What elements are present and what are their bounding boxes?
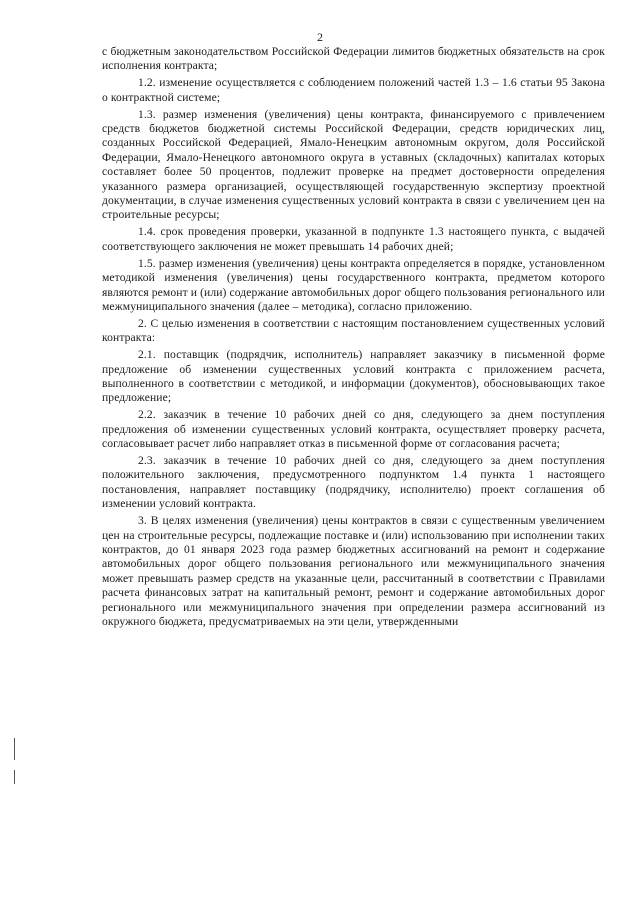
- scan-margin-mark: [14, 770, 15, 784]
- page-number: 2: [317, 30, 323, 44]
- paragraph-continuation: с бюджетным законодательством Российской Федерации лимитов бюджетных обязательств на срок исполнения контракта;: [102, 45, 605, 73]
- paragraph-1-4: 1.4. срок проведения проверки, указанной в подпункте 1.3 настоящего пункта, с выдачей соответствующего заключения не может превышать 14 рабочих дней;: [102, 225, 605, 253]
- paragraph-1-2: 1.2. изменение осуществляется с соблюдением положений частей 1.3 – 1.6 статьи 95 Закона о контрактной системе;: [102, 76, 605, 104]
- scan-margin-mark: [14, 738, 15, 760]
- document-body: [102, 45, 605, 632]
- paragraph-2-3: 2.3. заказчик в течение 10 рабочих дней со дня, следующего за днем поступления положительного заключения, предусмотренного подпунктом 1.4 пункта 1 настоящего постановления, направляет поставщику (подрядчику, исполнителю) проект соглашения об изменении условий контракта.: [102, 453, 605, 511]
- paragraph-2: 2. С целью изменения в соответствии с настоящим постановлением существенных условий контракта:: [102, 316, 605, 345]
- paragraph-3: 3. В целях изменения (увеличения) цены контрактов в связи с существенным увеличением цен на строительные ресурсы, подлежащие поставке и (или) использованию при исполнении таких контрактов, до 01 января 2023 года размер бюджетных ассигнований на ремонт и содержание автомобильных дорог общего пользования регионального или межмуниципального значения может превышать размер средств на указанные цели, рассчитанный в соответствии с Правилами расчета финансовых затрат на капитальный ремонт, ремонт и содержание автомобильных дорог регионального или межмуниципального значения при определении размера ассигнований из окружного бюджета, предусматриваемых на эти цели, утвержденными: [102, 514, 605, 628]
- paragraph-1-3: 1.3. размер изменения (увеличения) цены контракта, финансируемого с привлечением средств бюджетов бюджетной системы Российской Федерации, средств юридических лиц, созданных Российской Федерацией, Ямало-Ненецким автономным округом, доля Российской Федерации, Ямало-Ненецкого автономного округа в уставных (складочных) капиталах которых составляет более 50 процентов, подлежит проверке на предмет достоверности определения указанного размера организацией, осуществляющей государственную экспертизу проектной документации, в случае изменения существенных условий контракта в связи с увеличением цен на строительные ресурсы;: [102, 107, 605, 222]
- paragraph-2-1: 2.1. поставщик (подрядчик, исполнитель) направляет заказчику в письменной форме предложение об изменении существенных условий контракта с приложением расчета, выполненного в соответствии с методикой, и информации (документов), обосновывающих такое предложение;: [102, 348, 605, 405]
- paragraph-1-5: 1.5. размер изменения (увеличения) цены контракта определяется в порядке, установленном методикой изменения (увеличения) цены государственного контракта, предметом которого являются ремонт и (или) содержание автомобильных дорог общего пользования регионального или межмуниципального значения (далее – методика), согласно приложению.: [102, 256, 605, 313]
- paragraph-2-2: 2.2. заказчик в течение 10 рабочих дней со дня, следующего за днем поступления предложения об изменении существенных условий контракта, осуществляет проверку расчета, согласовывает расчет либо направляет отказ в письменной форме от согласования расчета;: [102, 408, 605, 451]
